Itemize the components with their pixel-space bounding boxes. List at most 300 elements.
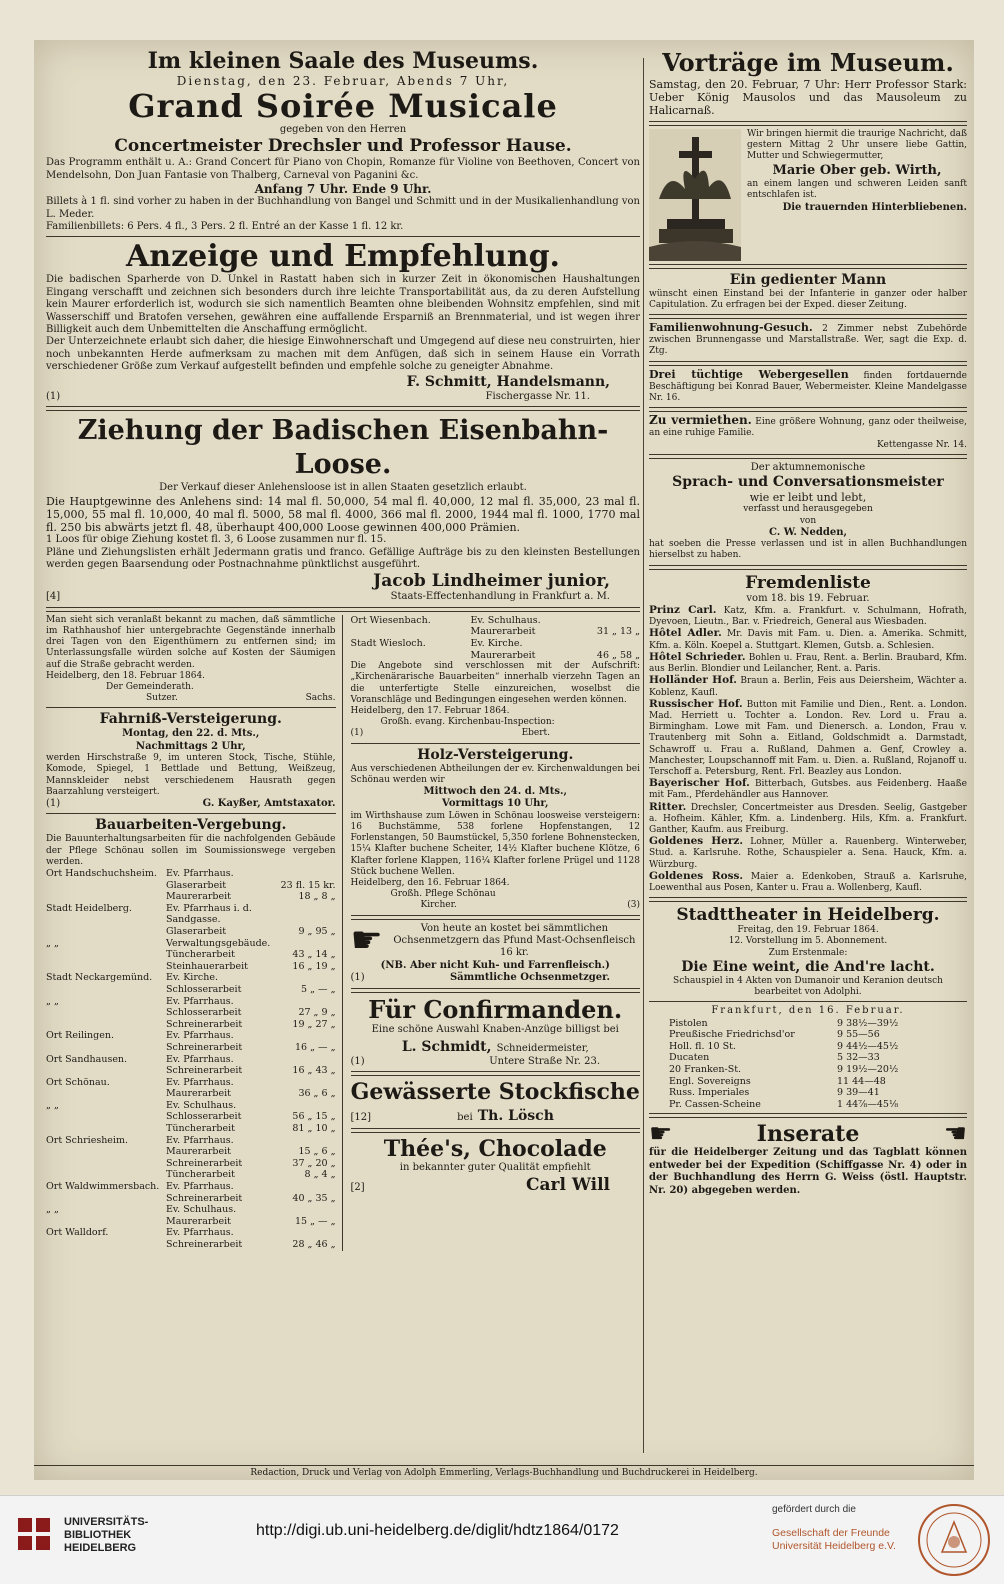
work-item: Ev. Pfarrhaus.: [166, 1030, 234, 1042]
price-row: [46, 1135, 336, 1147]
price-row: [46, 1077, 336, 1089]
holz-number: (3): [627, 900, 640, 911]
hotel-guests: Braun a. Berlin, Feis aus Deiersheim, Wächter a. Koblenz, Kaufl.: [649, 676, 967, 698]
inserate-title: Inserate: [756, 1121, 860, 1148]
place-name: [351, 626, 471, 638]
vermieten-text: Eine größere Wohnung, ganz oder theilweise, an eine ruhige Familie.: [649, 417, 967, 439]
price-value: 9 „ 95 „: [298, 925, 336, 937]
place-name: [46, 1042, 166, 1054]
price-value: [276, 972, 336, 984]
work-item: Maurerarbeit: [166, 1088, 231, 1100]
left-subcolumn-b: [343, 615, 641, 1251]
price-value: [276, 1135, 336, 1147]
price-value: [580, 615, 640, 627]
price-value: 28 „ 46 „: [292, 1239, 336, 1250]
work-item: Glaserarbeit: [166, 925, 227, 937]
sprach-line-2: Sprach- und Conversationsmeister: [672, 474, 944, 491]
concert-times: Anfang 7 Uhr. Ende 9 Uhr.: [254, 182, 432, 197]
currency-name: Pr. Cassen-Scheine: [669, 1098, 761, 1110]
exchange-rate-row: [669, 1018, 947, 1030]
death-notice: [649, 129, 967, 261]
currency-name: Preußische Friedrichsd'or: [669, 1029, 795, 1041]
currency-name: Engl. Sovereigns: [669, 1075, 751, 1087]
work-item: Tüncherarbeit: [166, 1169, 235, 1181]
holz-title: Holz-Versteigerung.: [417, 746, 574, 763]
hotel-name: Hôtel Schrieder.: [649, 650, 746, 663]
work-item: Ev. Schulhaus.: [470, 614, 541, 626]
price-value: [276, 868, 336, 880]
university-seal-icon: [916, 1502, 992, 1578]
work-item: Ev. Kirche.: [166, 972, 218, 984]
fahrnis-number: (1): [46, 797, 61, 809]
theater-perf: 12. Vorstellung im 5. Abonnement.: [728, 936, 888, 947]
place-name: [46, 1123, 166, 1135]
hotel-name: Bayerischer Hof.: [649, 777, 750, 790]
place-name: [46, 1169, 166, 1181]
hotel-guests: Lohner, Müller a. Rauenberg. Winterweber, Stud. a. Karlsruhe. Rothe, Schauspieler a. Sena. Hauck, Kfm. a. Würzburg.: [649, 837, 967, 870]
price-row: [46, 1019, 336, 1031]
place-name: Ort Walldorf.: [46, 1227, 109, 1239]
holz-time: Vormittags 10 Uhr,: [442, 798, 549, 810]
place-name: „ „: [46, 1204, 59, 1216]
price-value: [276, 1054, 336, 1066]
anzeige-signer: F. Schmitt, Handelsmann,: [406, 373, 610, 390]
currency-name: Pistolen: [669, 1017, 708, 1029]
ziehung-title: Ziehung der Badischen Eisenbahn-Loose.: [77, 415, 609, 481]
place-name: [46, 880, 166, 892]
place-name: Stadt Neckargemünd.: [46, 972, 153, 984]
price-row: [46, 1007, 336, 1019]
confirm-text: Eine schöne Auswahl Knaben-Anzüge billigst bei: [371, 1023, 619, 1035]
place-name: Ort Waldwimmersbach.: [46, 1181, 160, 1193]
place-name: [46, 1019, 166, 1031]
holz-text: im Wirthshause zum Löwen in Schönau loosweise versteigern: 16 Buchstämme, 538 forlene Hopfenstangen, 12 Forlenstangen, 50 Baumstückel, 5,350 forlene Bohnenstecken, 15¼ Klafter buchene Scheiter, 14½ Klafter buchene Klötze, 6 Klafter forlene Klappen, 116¼ Klafter forlene Prügel und 1128 Stück buchene Wellen.: [350, 810, 640, 877]
place-name: Ort Handschuchsheim.: [46, 868, 157, 879]
work-item: Tüncherarbeit: [166, 1123, 235, 1135]
fahrnis-text: werden Hirschstraße 9, im unteren Stock, Tische, Stühle, Komode, Spiegel, 1 Bettlade und Bettung, Weißzeug, Mannskleider nebst verschiedenem Hausrath gegen Baarzahlung versteigert.: [46, 753, 336, 797]
frankfurt-rates: [649, 1005, 967, 1110]
hotel-guests: Button mit Familie und Dien., Rent. a. London. Mad. Herriett u. Tochter a. London. Rev. Lord u. Frau a. Birmingham. Lowe mit Fam. und Dienersch. a. London, Frau v. Trautenberg mit Sohn a. Eitland, Goldschmidt a. Darmstadt, Schawroff u. Frau a. Rußland, Dahmen a. Genf, Crowley a. Manchester, Loupschannoff mit Fam. u. Dien. a. Rußland, Rojanoff u. Terschoff a. Petersburg, Rent. Frl. Beazley aus London.: [649, 699, 967, 777]
hotel-entry: [649, 628, 967, 651]
work-item: Schlosserarbeit: [166, 1007, 242, 1019]
place-name: Ort Schriesheim.: [46, 1134, 128, 1146]
society-line-1: Gesellschaft der Freunde: [772, 1527, 890, 1539]
price-value: 23 fl. 15 kr.: [280, 879, 336, 891]
price-value: [276, 1204, 336, 1216]
price-row: [46, 984, 336, 996]
anzeige-paragraph-1: Die badischen Sparherde von D. Unkel in Rastatt haben sich in kurzer Zeit in ökonomischen Haushaltungen Eingang verschafft und zeichnen sich besonders durch ihre leichte Transportabilität aus, da zu deren Aufstellung kein Maurer erforderlich ist, wodurch sie sich namentlich Beamten ohne bleibenden Wohnsitz empfehlen, sind mit Wasserschiff und Bratofen versehen, gewähren eine auffallende Ersparniß an Brennmaterial, und ist wegen ihrer Billigkeit auch dem Unbemittelten die Anschaffung ermöglicht.: [46, 274, 640, 336]
work-item: Ev. Pfarrhaus i. d. Sandgasse.: [166, 902, 252, 926]
exchange-rate-row: [669, 1076, 947, 1088]
hotel-guests: Drechsler, Concertmeister aus Dresden. Seelig, Gastgeber a. Hofheim. Kähler, Kfm. a. Lindenberg. Hils, Kfm. a. Frankfurt. Ganther, Kaufm. aus Freiburg.: [649, 802, 967, 835]
currency-name: Holl. fl. 10 St.: [669, 1040, 736, 1052]
price-row: [46, 1100, 336, 1112]
place-name: [46, 1111, 166, 1123]
bau-intro: Die Bauunterhaltungsarbeiten für die nachfolgenden Gebäude der Pflege Schönau sollen im Soumissionswege vergeben werden.: [46, 834, 336, 867]
hotel-entry: [649, 699, 967, 778]
holz-day: Mittwoch den 24. d. Mts.,: [423, 785, 567, 797]
fahrnis-title: Fahrniß-Versteigerung.: [99, 711, 282, 728]
price-value: 15 „ — „: [295, 1215, 336, 1227]
fahrnis-day: Montag, den 22. d. Mts.,: [122, 728, 260, 740]
ochsen-ad: [350, 920, 641, 985]
notice-sig-3: Sachs.: [305, 693, 336, 704]
place-name: „ „: [46, 937, 59, 949]
hotel-guests: Mr. Davis mit Fam. u. Dien. a. Amerika. Schmitt, Kfm. a. Köln. Koepel a. Stuttgart. Klemen, Gutsb. a. Schlesien.: [649, 629, 967, 651]
price-value: [276, 903, 336, 926]
exchange-rate-row: [669, 1064, 947, 1076]
currency-rate: 11 44—48: [837, 1075, 886, 1087]
grave-cross-icon: [649, 129, 741, 261]
newspaper-page: [34, 40, 974, 1480]
familien-title: Familienwohnung-Gesuch.: [649, 321, 813, 335]
death-text-1: Wir bringen hiermit die traurige Nachricht, daß gestern Mittag 2 Uhr unsere liebe Gattin, Mutter und Schwiegermutter,: [747, 128, 967, 162]
thee-text: in bekannter guter Qualität empfiehlt: [399, 1162, 591, 1174]
price-value: 43 „ 14 „: [292, 949, 336, 961]
concert-title: Grand Soirée Musicale: [128, 87, 558, 125]
price-value: 81 „ 10 „: [292, 1123, 336, 1135]
price-value: [276, 1227, 336, 1239]
hotel-entry: [649, 652, 967, 675]
place-name: „ „: [46, 1099, 59, 1111]
price-value: 16 „ 19 „: [292, 960, 336, 972]
hotel-guests: Katz, Kfm. a. Frankfurt. v. Schulmann, Hofrath, Dyevoen, Lieutn., Bar. v. Friedreich, General aus Wiesbaden.: [649, 606, 967, 628]
bau2-name: Ebert.: [521, 728, 550, 739]
confirm-firm: L. Schmidt,: [401, 1039, 492, 1056]
price-value: [276, 996, 336, 1008]
vortrage-ad: [649, 48, 967, 118]
confirm-firm-role: Schneidermeister,: [496, 1043, 589, 1055]
work-item: Tüncherarbeit: [166, 949, 235, 961]
currency-rate: 9 38½—39½: [837, 1017, 899, 1029]
price-row: [46, 1181, 336, 1193]
anzeige-ad: [46, 240, 640, 403]
vortrage-text: Samstag, den 20. Februar, 7 Uhr: Herr Professor Stark: Ueber König Mausolos und das Mausoleum zu Halicarnaß.: [649, 78, 967, 118]
theater-first: Zum Erstenmale:: [768, 947, 848, 958]
imprint: Redaction, Druck und Verlag von Adolph Emmerling, Verlags-Buchhandlung und Buchdruckerei in Heidelberg.: [34, 1465, 974, 1479]
mann-title: Ein gedienter Mann: [729, 271, 887, 288]
death-sig: Die trauernden Hinterbliebenen.: [782, 201, 967, 213]
price-value: 15 „ 6 „: [298, 1146, 336, 1158]
work-item: Steinhauerarbeit: [166, 960, 248, 972]
work-item: Schreinerarbeit: [166, 1018, 243, 1030]
price-row: [46, 1111, 336, 1123]
library-logo-icon: [14, 1514, 56, 1556]
hotel-guests: Maier a. Edenkoben, Strauß a. Karlsruhe, Loewenthal aus Posen, Kanter u. Frau a. Wollenberg, Kaufl.: [649, 871, 967, 893]
anzeige-address: Fischergasse Nr. 11.: [485, 390, 590, 402]
place-name: Stadt Wiesloch.: [350, 637, 426, 649]
fahrnis-sig: G. Kayßer, Amtstaxator.: [202, 797, 336, 809]
ochsen-number: (1): [350, 972, 365, 984]
family-tickets: Familienbillets: 6 Pers. 4 fl., 3 Pers. 2 fl. Entré an der Kasse 1 fl. 12 kr.: [46, 221, 404, 233]
work-item: Schreinerarbeit: [166, 1192, 243, 1204]
hotel-entry: [649, 836, 967, 871]
sprach-text: hat soeben die Presse verlassen und ist in allen Buchhandlungen hierselbst zu haben.: [649, 539, 967, 561]
sprach-line-5: von: [799, 515, 817, 526]
sprach-ad: [649, 462, 967, 562]
price-row: [46, 1123, 336, 1135]
place-name: [46, 1239, 166, 1251]
performers: Concertmeister Drechsler und Professor Hause.: [114, 136, 572, 157]
ticket-info: Billets à 1 fl. sind vorher zu haben in der Buchhandlung von Bangel und Schmitt und in der Musikalienhandlung von L. Meder.: [46, 196, 640, 220]
work-item: Schlosserarbeit: [166, 983, 242, 995]
price-row: [46, 880, 336, 892]
price-row: [351, 626, 641, 638]
ziehung-line-3: 1 Loos für obige Ziehung kostet fl. 3, 6 Loose zusammen nur fl. 15.: [46, 534, 387, 546]
work-item: Ev. Pfarrhaus.: [166, 1076, 234, 1088]
hotel-name: Ritter.: [649, 800, 687, 813]
price-value: 40 „ 35 „: [292, 1192, 336, 1204]
exchange-rate-row: [669, 1029, 947, 1041]
exchange-rate-row: [669, 1087, 947, 1099]
thee-ad: [351, 1136, 641, 1194]
pointing-hand-icon: ☛: [350, 920, 383, 962]
pointing-hand-left-icon: ☚: [943, 1119, 967, 1150]
ziehung-number: [4]: [46, 591, 61, 603]
work-item: Maurerarbeit: [470, 626, 536, 638]
work-item: Ev. Pfarrhaus.: [166, 995, 234, 1007]
place-name: [46, 949, 166, 961]
price-value: 56 „ 15 „: [292, 1111, 336, 1123]
price-value: 8 „ 4 „: [304, 1169, 336, 1181]
price-row: [46, 961, 336, 973]
confirm-address: Untere Straße Nr. 23.: [489, 1056, 600, 1068]
work-item: Glaserarbeit: [166, 879, 227, 891]
price-row: [351, 638, 641, 650]
price-row: [46, 1239, 336, 1251]
currency-rate: 9 39—41: [837, 1087, 880, 1099]
ziehung-firm-2: Staats-Effectenhandlung in Frankfurt a. M.: [390, 591, 610, 603]
price-row: [46, 1204, 336, 1216]
hotel-name: Goldenes Herz.: [649, 835, 744, 848]
left-subcolumns: [46, 615, 640, 1251]
confirm-number: (1): [350, 1056, 365, 1068]
hotel-entry: [649, 675, 967, 698]
price-row: [46, 1088, 336, 1100]
program-text: Das Programm enthält u. A.: Grand Concert für Piano von Chopin, Romanze für Violine von Beethoven, Concert von Mendelsohn, Don Juan Fantasie von Thalberg, Carneval von Paganini &c.: [46, 157, 640, 181]
price-value: 18 „ 8 „: [298, 891, 336, 903]
ochsen-note: (NB. Aber nicht Kuh- und Farrenfleisch.): [380, 959, 610, 971]
funding-credit: [772, 1504, 902, 1553]
notice-date: Heidelberg, den 18. Februar 1864.: [46, 670, 206, 681]
place-name: [46, 1158, 166, 1170]
mann-text: wünscht einen Einstand bei der Infanterie in ganzer oder halber Capitulation. Zu erfragen bei der Exped. dieser Zeitung.: [649, 288, 967, 310]
price-value: 31 „ 13 „: [596, 626, 640, 638]
price-row: [46, 926, 336, 938]
price-row: [46, 1054, 336, 1066]
notice: [46, 615, 336, 705]
work-item: Ev. Schulhaus.: [166, 1099, 237, 1111]
price-row: [46, 1227, 336, 1239]
stockfisch-firm: Th. Lösch: [477, 1108, 554, 1125]
left-column: [46, 48, 640, 1460]
price-row: [46, 949, 336, 961]
vermieten-ad: [649, 415, 967, 451]
holz-date: Heidelberg, den 16. Februar 1864.: [350, 877, 510, 888]
anzeige-paragraph-2: Der Unterzeichnete erlaubt sich daher, die hiesige Einwohnerschaft und Umgegend auf diese neu construirten, hier noch unbekannten Herde aufmerksam zu machen mit dem Anfügen, daß sich in seinem Hause ein Vorrath verschiedener Größe zum Verkauf aufgestellt befinden und empfehle solche zu geneigter Abnahme.: [46, 336, 640, 373]
vortrage-title: Vorträge im Museum.: [662, 48, 954, 77]
thee-number: [2]: [350, 1181, 365, 1193]
logo-line-3: HEIDELBERG: [64, 1541, 137, 1554]
work-item: Ev. Pfarrhaus.: [166, 1053, 234, 1065]
logo-line-1: UNIVERSITÄTS-: [64, 1515, 149, 1528]
price-row: [46, 1042, 336, 1054]
price-row: [46, 1216, 336, 1228]
logo-line-2: BIBLIOTHEK: [64, 1528, 132, 1541]
library-logo[interactable]: [14, 1514, 148, 1556]
price-row: [46, 972, 336, 984]
work-item: Verwaltungsgebäude.: [166, 937, 271, 949]
price-row: [46, 1158, 336, 1170]
exchange-rate-row: [669, 1052, 947, 1064]
funded-by: gefördert durch die: [772, 1504, 856, 1515]
work-item: Maurerarbeit: [166, 1146, 231, 1158]
frankfurt-title: Frankfurt, den 16. Februar.: [711, 1005, 905, 1017]
sprach-line-4: verfasst und herausgegeben: [743, 504, 873, 515]
ziehung-ad: [46, 414, 640, 604]
work-item: Schlosserarbeit: [166, 1111, 242, 1123]
work-item: Maurerarbeit: [470, 649, 536, 661]
work-item: Ev. Pfarrhaus.: [166, 1181, 234, 1193]
price-row: [46, 891, 336, 903]
given-by: gegeben von den Herren: [279, 124, 407, 135]
bau-title: Bauarbeiten-Vergebung.: [95, 817, 287, 834]
hotel-entry: [649, 778, 967, 801]
stockfisch-number: [12]: [350, 1112, 372, 1124]
price-row: [46, 1030, 336, 1042]
ochsen-sig: Sämmtliche Ochsenmetzger.: [449, 972, 610, 984]
hotel-name: Goldenes Ross.: [649, 869, 744, 882]
price-row: [46, 868, 336, 880]
currency-rate: 5 32—33: [837, 1052, 880, 1064]
price-value: 16 „ 43 „: [292, 1065, 336, 1077]
bau-ad: [46, 817, 336, 1250]
sprach-line-3: wie er leibt und lebt,: [749, 491, 867, 505]
price-row: [46, 1065, 336, 1077]
currency-name: Ducaten: [669, 1052, 710, 1064]
ziehung-line-4: Pläne und Ziehungslisten erhält Jedermann gratis und franco. Gefällige Aufträge bis zu den kleinsten Bestellungen werden gegen Baarsendung oder Postnachnahme pünktlichst ausgeführt.: [46, 546, 640, 570]
inserate-text: für die Heidelberger Zeitung und das Tagblatt können entweder bei der Expedition (Schiffgasse Nr. 4) oder in der Buchhandlung des Herrn G. Weiss (östl. Hauptstr. Nr. 20) abgegeben werden.: [649, 1147, 967, 1196]
familien-ad: [649, 322, 967, 358]
place-name: [46, 984, 166, 996]
vermieten-address: Kettengasse Nr. 14.: [877, 439, 967, 450]
price-value: [276, 1100, 336, 1112]
holz-ad: [351, 747, 641, 912]
price-value: 5 „ — „: [301, 983, 336, 995]
holz-line-1: Aus verschiedenen Abtheilungen der ev. Kirchenwaldungen bei Schönau werden wir: [350, 763, 640, 785]
place-name: Stadt Heidelberg.: [46, 902, 132, 914]
place-name: [351, 650, 471, 662]
place-name: „ „: [46, 995, 59, 1007]
price-value: [276, 1181, 336, 1193]
price-value: [276, 1077, 336, 1089]
place-name: [46, 1065, 166, 1077]
weber-text: finden fortdauernde Beschäftigung bei Konrad Bauer, Webermeister. Kleine Mandelgasse Nr. 16.: [649, 370, 967, 404]
work-item: Ev. Kirche.: [470, 637, 523, 649]
concert-date: Dienstag, den 23. Februar, Abends 7 Uhr,: [176, 74, 510, 88]
price-value: [276, 938, 336, 950]
price-value: [580, 638, 640, 650]
price-row: [46, 1169, 336, 1181]
place-name: [46, 926, 166, 938]
exchange-rate-row: [669, 1041, 947, 1053]
notice-sig-2: Sutzer.: [146, 693, 178, 704]
bau2-number: (1): [350, 728, 364, 739]
theater-title: Stadttheater in Heidelberg.: [676, 905, 940, 926]
price-value: 36 „ 6 „: [298, 1088, 336, 1100]
theater-ad: [649, 905, 967, 998]
place-name: [46, 891, 166, 903]
notice-sig-1: Der Gemeinderath.: [106, 681, 194, 692]
work-item: Schreinerarbeit: [166, 1239, 243, 1250]
pointing-hand-right-icon: ☛: [649, 1119, 673, 1150]
work-item: Schreinerarbeit: [166, 1157, 243, 1169]
price-value: 27 „ 9 „: [298, 1007, 336, 1019]
holz-name: Kircher.: [420, 900, 457, 911]
bau2-text: Die Angebote sind verschlossen mit der Aufschrift: „Kirchenärarische Bauarbeiten“ innerhalb vierzehn Tagen an die unterfertigte Stelle einzureichen, woselbst die Voranschläge und Bedingungen eingesehen werden können.: [350, 661, 640, 705]
place-name: Ort Schönau.: [46, 1076, 110, 1088]
ziehung-line-2: Die Hauptgewinne des Anlehens sind: 14 mal fl. 50,000, 54 mal fl. 40,000, 12 mal fl. 35,000, 23 mal fl. 15,000, 55 mal fl. 10,000, 40 mal fl. 5000, 58 mal fl. 4000, 366 mal fl. 2000, 1944 mal fl. 1000, 1770 mal fl. 250 bis abwärts jetzt fl. 48, überhaupt 400,000 Loose gewinnen 400,000 Prämien.: [46, 494, 640, 534]
price-value: 19 „ 27 „: [292, 1018, 336, 1030]
ziehung-firm: Jacob Lindheimer junior,: [373, 571, 610, 592]
bau2-sig: Großh. evang. Kirchenbau-Inspection:: [380, 717, 555, 728]
mann-ad: [649, 272, 967, 311]
viewer-footer: [0, 1495, 1004, 1584]
hotel-entry: [649, 871, 967, 894]
work-item: Maurerarbeit: [166, 891, 231, 903]
place-name: Ort Wiesenbach.: [350, 614, 431, 626]
work-item: Ev. Pfarrhaus.: [166, 868, 234, 879]
place-name: [46, 1216, 166, 1228]
death-name: Marie Ober geb. Wirth,: [772, 163, 942, 179]
price-row: [351, 650, 641, 662]
hotel-entry: [649, 605, 967, 628]
place-name: [46, 1146, 166, 1158]
right-column: [649, 48, 967, 1460]
theater-desc: Schauspiel in 4 Akten von Dumanoir und Keranion deutsch bearbeitet von Adolphi.: [673, 975, 943, 997]
fremdenliste-date: vom 18. bis 19. Februar.: [746, 592, 870, 604]
bau2-date: Heidelberg, den 17. Februar 1864.: [350, 705, 510, 716]
work-item: Maurerarbeit: [166, 1215, 231, 1227]
familien-text: 2 Zimmer nebst Zubehörde zwischen Brunnengasse und Marstallstraße. Wer, sagt die Exp. d. Ztg.: [649, 324, 967, 357]
ziehung-line-1: Der Verkauf dieser Anlehensloose ist in allen Staaten gesetzlich erlaubt.: [159, 482, 527, 494]
column-divider: [643, 58, 644, 1453]
place-name: [46, 1007, 166, 1019]
left-subcolumn-a: [46, 615, 343, 1251]
currency-rate: 9 19½—20½: [837, 1063, 899, 1075]
place-name: Ort Reilingen.: [46, 1030, 115, 1042]
thee-title: Thée's, Chocolade: [383, 1136, 607, 1163]
place-name: [46, 961, 166, 973]
society-line-2: Universität Heidelberg e.V.: [772, 1540, 896, 1552]
hotel-guests: Bohlen u. Frau, Rent. a. Berlin. Braubard, Kfm. aus Berlin. Blondier und Leilancher, Rent. a. Paris.: [649, 652, 967, 675]
hotel-name: Hôtel Adler.: [649, 627, 722, 640]
weber-title: Drei tüchtige Webergesellen: [649, 367, 849, 381]
vermieten-title: Zu vermiethen.: [649, 413, 752, 428]
fahrnis-ad: [46, 711, 336, 810]
permalink-url[interactable]: http://digi.ub.uni-heidelberg.de/diglit/hdtz1864/0172: [256, 1522, 619, 1539]
stockfisch-ad: [351, 1079, 641, 1125]
sprach-line-1: Der aktumnemonische: [750, 461, 866, 473]
price-row: [46, 1146, 336, 1158]
sprach-author: C. W. Nedden,: [769, 526, 847, 538]
notice-text: Man sieht sich veranlaßt bekannt zu machen, daß sämmtliche im Rathhaushof hier untergebrachte Gegenstände innerhalb drei Tagen von den Eigenthümern zu entfernen sind; im Unterlassungsfalle würden solche auf Kosten der Säumigen auf die Straße gebracht werden.: [46, 614, 336, 670]
price-row: [351, 615, 641, 627]
weber-ad: [649, 369, 967, 405]
venue-heading: Im kleinen Saale des Museums.: [147, 48, 539, 74]
price-row: [46, 938, 336, 950]
museum-soiree-ad: [46, 48, 640, 233]
